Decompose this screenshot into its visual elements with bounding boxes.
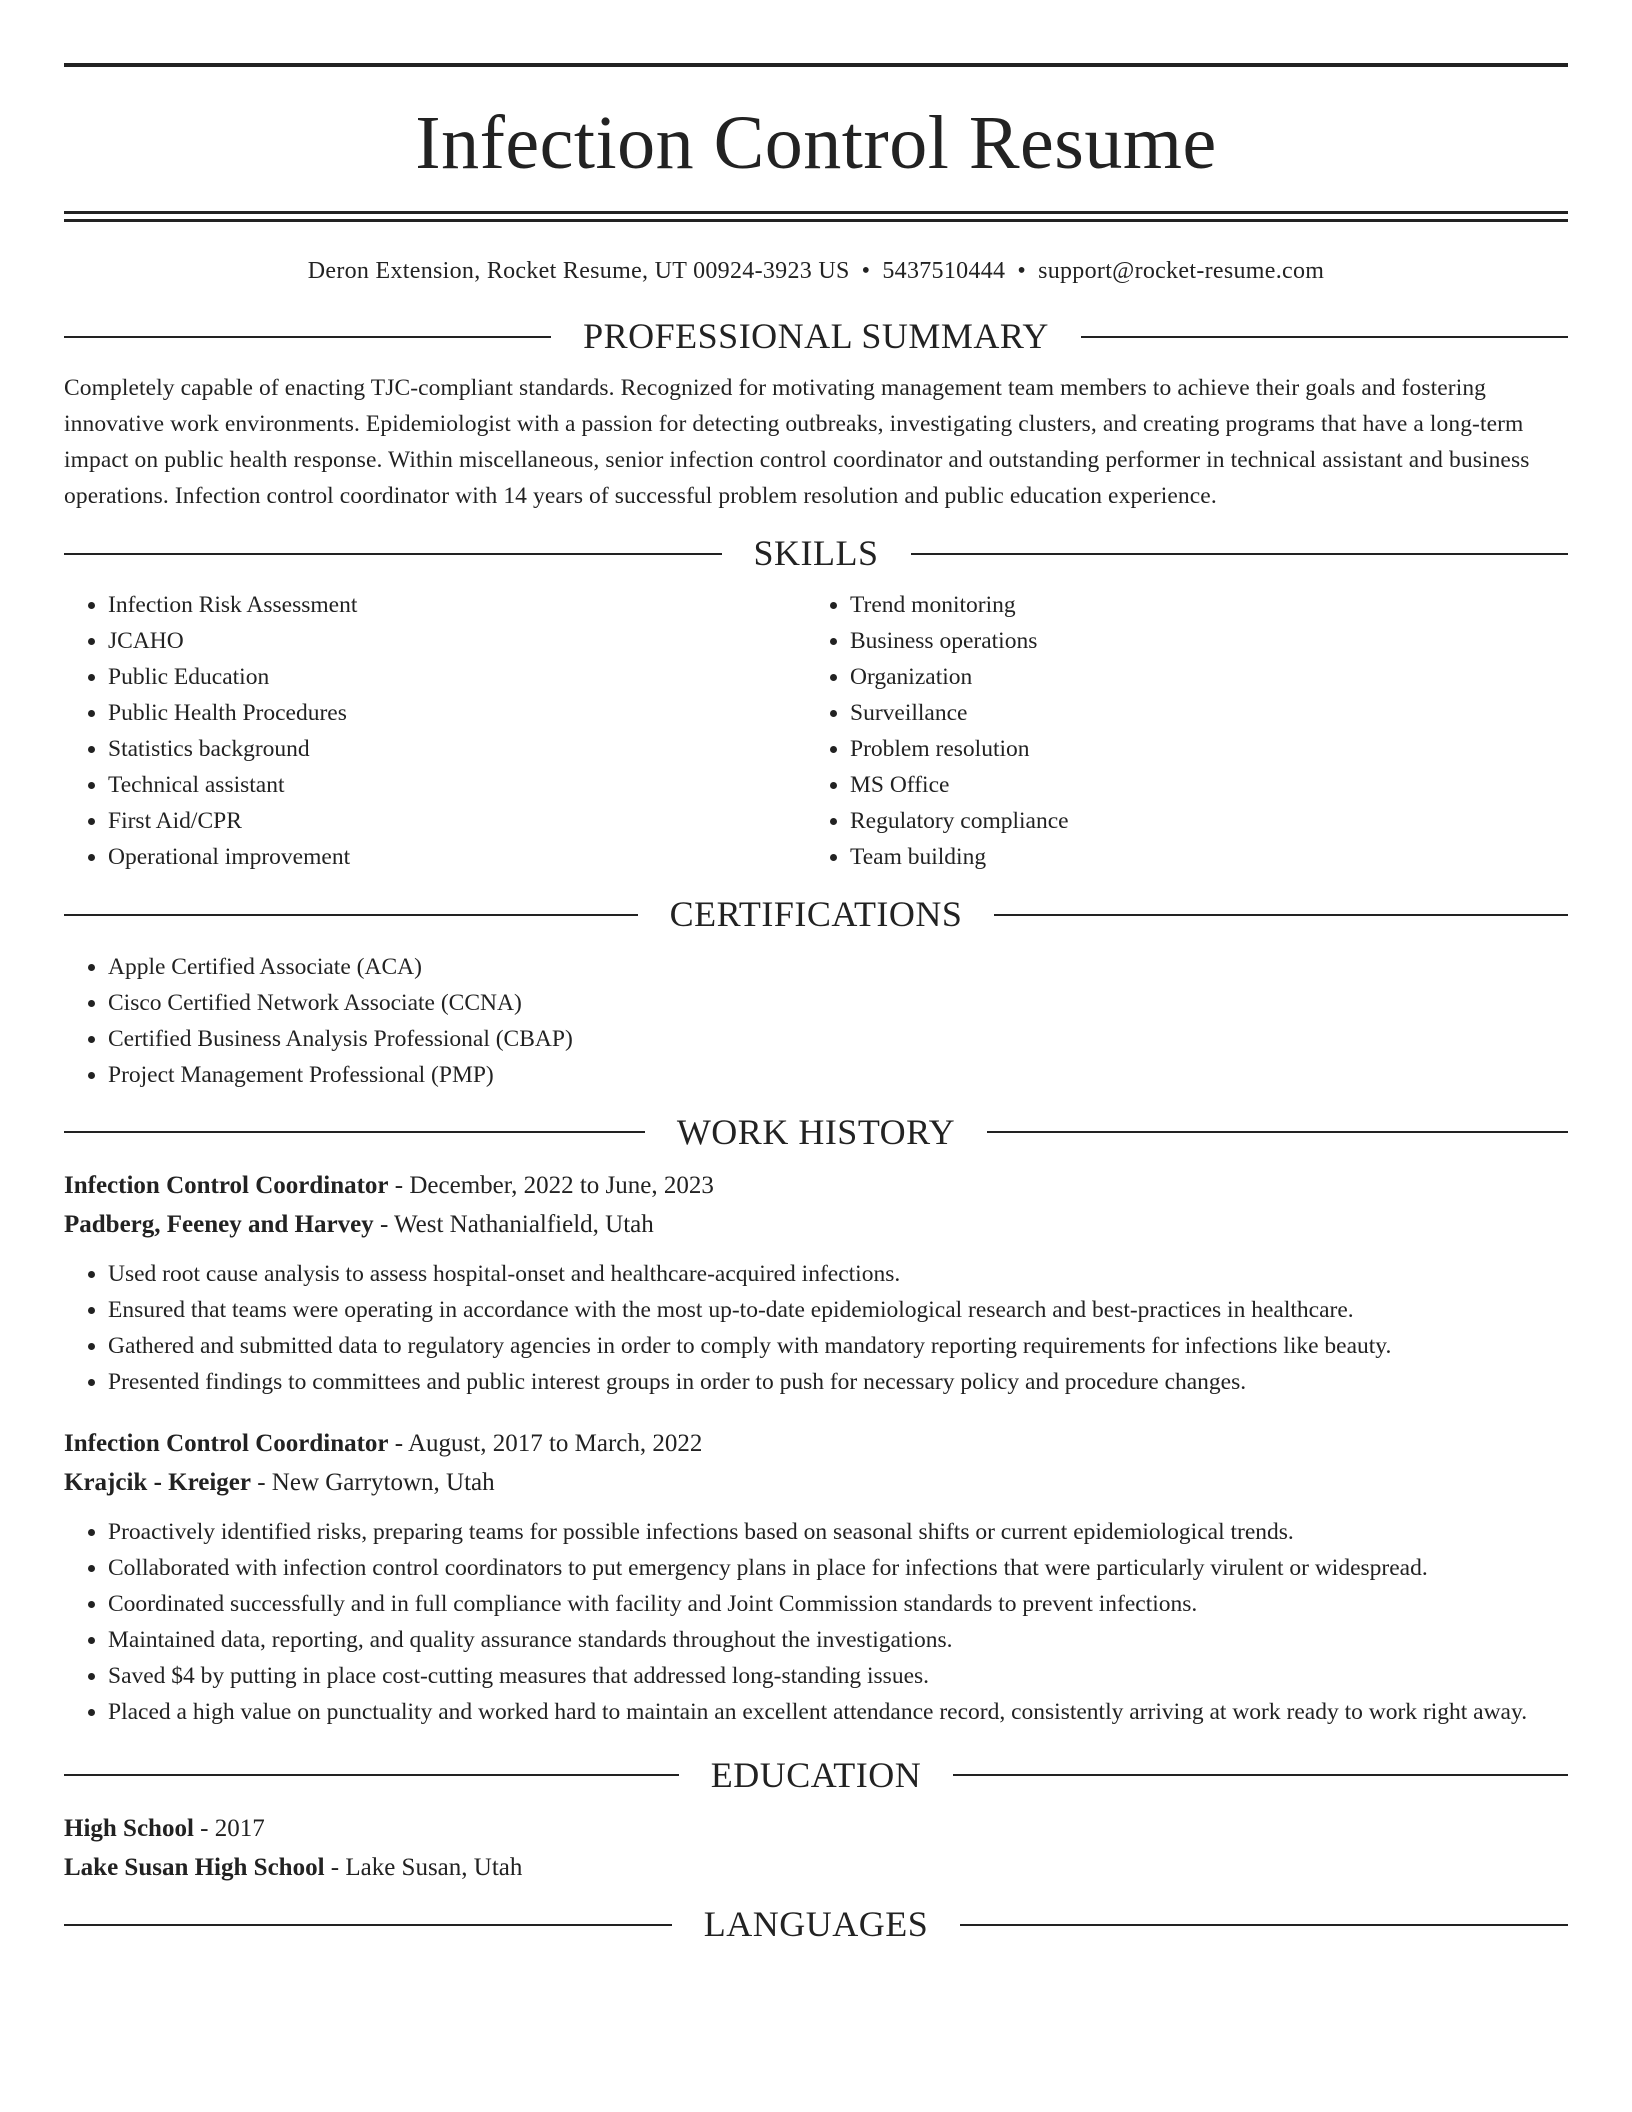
summary-text: Completely capable of enacting TJC-compliant standards. Recognized for motivating management team members to achieve their goals and fostering innovative work environments. Epidemiologist with a passion for detecting outbreaks, investigating clusters, and creating programs that have a long-term impact on public health response. Within miscellaneous, senior infection control coordinator and outstanding performer in technical assistant and business operations. Infection control coordinator with 14 years of successful problem resolution and public education experience. <box>64 375 1530 510</box>
skill-item: • Problem resolution <box>850 731 1548 767</box>
certification-item: • Certified Business Analysis Professional (CBAP) <box>108 1021 1568 1057</box>
education-heading <box>64 1754 1568 1797</box>
skill-item: • MS Office <box>850 767 1548 803</box>
heading-rule-left <box>64 553 722 555</box>
job-bullet: • Saved $4 by putting in place cost-cutting measures that addressed long-standing issues. <box>108 1658 1568 1694</box>
job-company: Padberg, Feeney and Harvey <box>64 1210 374 1238</box>
job-bullet: • Coordinated successfully and in full compliance with facility and Joint Commission standards to prevent infections. <box>108 1586 1568 1622</box>
summary-heading <box>64 315 1568 358</box>
education-heading-label: EDUCATION <box>710 1754 922 1795</box>
skill-item: • Surveillance <box>850 695 1548 731</box>
education-entry <box>64 1809 1568 1887</box>
top-rule <box>64 63 1568 67</box>
resume-page <box>64 0 1568 1946</box>
job-dates: - December, 2022 to June, 2023 <box>388 1171 714 1199</box>
heading-rule-right <box>911 553 1569 555</box>
job-title: Infection Control Coordinator <box>64 1429 389 1457</box>
education-degree: High School <box>64 1814 194 1842</box>
job-bullet: • Ensured that teams were operating in accordance with the most up-to-date epidemiological research and best-practices in healthcare. <box>108 1292 1568 1328</box>
job-company-line <box>64 1205 1568 1244</box>
job-company-line <box>64 1463 1568 1502</box>
job-bullets <box>64 1256 1568 1400</box>
languages-heading <box>64 1903 1568 1946</box>
heading-rule-left <box>64 1131 645 1133</box>
job-bullet: • Gathered and submitted data to regulatory agencies in order to comply with mandatory reporting requirements for infections like beauty. <box>108 1328 1568 1364</box>
job-company: Krajcik - Kreiger <box>64 1468 251 1496</box>
contact-separator: • <box>1017 258 1027 284</box>
certifications-heading <box>64 893 1568 936</box>
skills-column-right <box>806 587 1548 875</box>
skill-item: • Business operations <box>850 623 1548 659</box>
skill-item: • Operational improvement <box>108 839 806 875</box>
certification-item: • Project Management Professional (PMP) <box>108 1057 1568 1093</box>
education-school: Lake Susan High School <box>64 1853 325 1881</box>
skill-item: • Public Health Procedures <box>108 695 806 731</box>
summary-heading-label: PROFESSIONAL SUMMARY <box>583 316 1049 356</box>
job-bullet: • Maintained data, reporting, and quality assurance standards throughout the investigations. <box>108 1622 1568 1658</box>
skill-item: • JCAHO <box>108 623 806 659</box>
job-bullet: • Used root cause analysis to assess hospital-onset and healthcare-acquired infections. <box>108 1256 1568 1292</box>
skill-item: • Public Education <box>108 659 806 695</box>
job-dates: - August, 2017 to March, 2022 <box>388 1429 703 1457</box>
job-location: - West Nathanialfield, Utah <box>373 1210 654 1238</box>
job-title-line <box>64 1166 1568 1205</box>
skill-item: • Organization <box>850 659 1548 695</box>
contact-phone: 5437510444 <box>882 258 1006 284</box>
skill-item: • Team building <box>850 839 1548 875</box>
heading-rule-left <box>64 914 638 916</box>
skills-heading <box>64 532 1568 575</box>
skill-item: • Trend monitoring <box>850 587 1548 623</box>
heading-rule-left <box>64 336 551 338</box>
job-location: - New Garrytown, Utah <box>250 1468 495 1496</box>
heading-rule-left <box>64 1774 679 1776</box>
skill-item: • First Aid/CPR <box>108 803 806 839</box>
job-bullets <box>64 1514 1568 1730</box>
job-bullet: • Presented findings to committees and public interest groups in order to push for necessary policy and procedure changes. <box>108 1364 1568 1400</box>
contact-line <box>64 258 1568 285</box>
heading-rule-right <box>1081 336 1568 338</box>
skill-item: • Technical assistant <box>108 767 806 803</box>
education-degree-line <box>64 1809 1568 1848</box>
contact-address: Deron Extension, Rocket Resume, UT 00924-3923 US <box>307 258 850 284</box>
heading-rule-right <box>987 1131 1568 1133</box>
certifications-heading-label: CERTIFICATIONS <box>669 894 963 935</box>
education-year: - 2017 <box>193 1814 265 1842</box>
job-bullet: • Placed a high value on punctuality and worked hard to maintain an excellent attendance record, consistently arriving at work ready to work right away. <box>108 1694 1568 1730</box>
heading-rule-right <box>953 1774 1568 1776</box>
title-double-rule <box>64 211 1568 222</box>
work-history-heading-label: WORK HISTORY <box>676 1111 956 1152</box>
skill-item: • Infection Risk Assessment <box>108 587 806 623</box>
skills-grid <box>64 587 1568 875</box>
skills-heading-label: SKILLS <box>753 533 879 574</box>
contact-email: support@rocket-resume.com <box>1038 258 1325 284</box>
work-history-heading <box>64 1111 1568 1154</box>
skill-item: • Regulatory compliance <box>850 803 1548 839</box>
skill-item: • Statistics background <box>108 731 806 767</box>
heading-rule-right <box>960 1924 1568 1926</box>
job-title: Infection Control Coordinator <box>64 1171 389 1199</box>
job-entry <box>64 1166 1568 1400</box>
certifications-list <box>64 949 1568 1093</box>
heading-rule-left <box>64 1924 672 1926</box>
job-bullet: • Collaborated with infection control coordinators to put emergency plans in place for infections that were particularly virulent or widespread. <box>108 1550 1568 1586</box>
languages-heading-label: LANGUAGES <box>703 1903 929 1944</box>
certification-item: • Apple Certified Associate (ACA) <box>108 949 1568 985</box>
resume-title: Infection Control Resume <box>415 101 1217 185</box>
education-location: - Lake Susan, Utah <box>324 1853 523 1881</box>
job-entry <box>64 1424 1568 1730</box>
certification-item: • Cisco Certified Network Associate (CCNA) <box>108 985 1568 1021</box>
education-school-line <box>64 1848 1568 1887</box>
heading-rule-right <box>994 914 1568 916</box>
job-title-line <box>64 1424 1568 1463</box>
skills-column-left <box>64 587 806 875</box>
job-bullet: • Proactively identified risks, preparing teams for possible infections based on seasonal shifts or current epidemiological trends. <box>108 1514 1568 1550</box>
contact-separator: • <box>861 258 871 284</box>
